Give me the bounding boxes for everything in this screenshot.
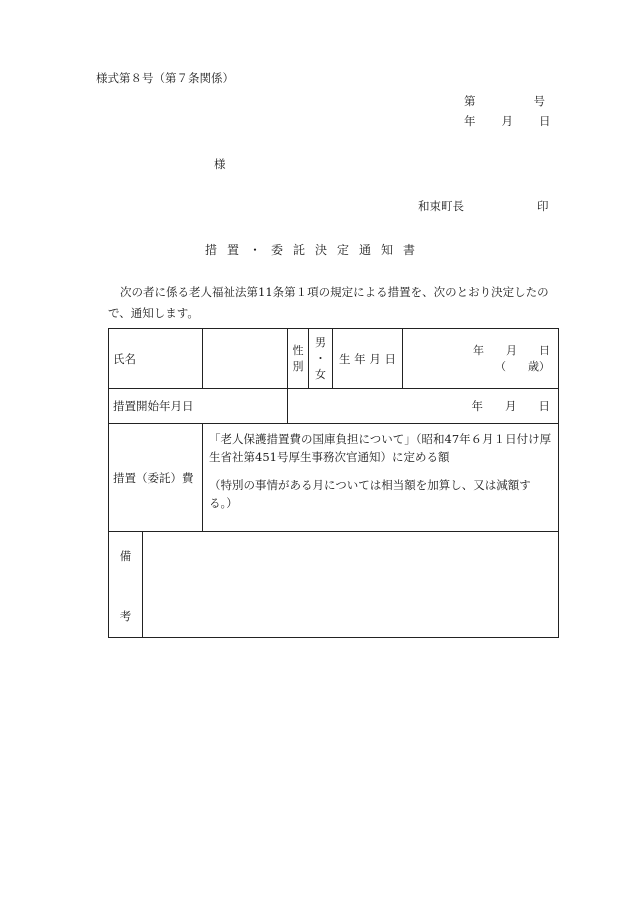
birth-year: 年: [473, 343, 484, 357]
start-month: 月: [505, 399, 517, 413]
start-date-field[interactable]: [288, 389, 559, 424]
table-row: [109, 424, 559, 532]
sex-dot: ・: [315, 351, 326, 365]
name-label: 氏名: [109, 329, 203, 389]
birth-label: 生 年 月 日: [333, 329, 403, 389]
cost-text-main: 「老人保護措置費の国庫負担について」（昭和47年６月１日付け厚生省社第451号厚生事務次官通知）に定める額: [209, 432, 552, 464]
date-day: 日: [539, 114, 551, 128]
table-row: [109, 532, 559, 638]
remarks-field[interactable]: [143, 532, 559, 638]
table-row: [109, 329, 559, 389]
cost-description: [203, 424, 559, 532]
date-year: 年: [464, 114, 476, 128]
ref-dai: 第: [464, 94, 476, 108]
ref-gou: 号: [533, 94, 545, 108]
seal-mark: 印: [537, 199, 549, 213]
remarks-label-top: 備: [119, 549, 132, 563]
remarks-label: [109, 532, 143, 638]
start-year: 年: [471, 399, 483, 413]
sex-options[interactable]: [309, 329, 333, 389]
cost-label: 措置（委託）費: [109, 424, 203, 532]
age: （ 歳）: [495, 359, 550, 373]
sex-label-bottom: 別: [292, 359, 304, 373]
birth-month: 月: [506, 343, 517, 357]
issue-date: [464, 113, 551, 129]
date-month: 月: [501, 114, 513, 128]
decision-table: [108, 328, 559, 638]
sex-label: [288, 329, 309, 389]
birth-date-field[interactable]: [403, 329, 559, 389]
body-sentence: 次の者に係る老人福祉法第11条第１項の規定による措置を、次のとおり決定したので、通知します。: [108, 285, 549, 320]
addressee: 様: [214, 157, 226, 171]
reference-number: [464, 93, 545, 109]
table-row: [109, 389, 559, 424]
cost-text-note: （特別の事情がある月については相当額を加算し、又は減額する。）: [209, 478, 531, 510]
body-text: [108, 282, 570, 324]
document-title: 措置・委託決定通知書: [204, 243, 425, 257]
start-day: 日: [538, 399, 550, 413]
sex-male: 男: [315, 335, 326, 349]
form-number: 様式第８号（第７条関係）: [96, 71, 234, 85]
sex-label-top: 性: [292, 343, 304, 357]
issuer-name: 和束町長: [418, 199, 464, 213]
birth-day: 日: [539, 343, 550, 357]
start-date-label: [109, 389, 288, 424]
start-date-label-text: 措置開始年月日: [113, 399, 194, 413]
name-field[interactable]: [203, 329, 288, 389]
sex-female: 女: [315, 367, 326, 381]
remarks-label-bottom: 考: [119, 609, 132, 623]
